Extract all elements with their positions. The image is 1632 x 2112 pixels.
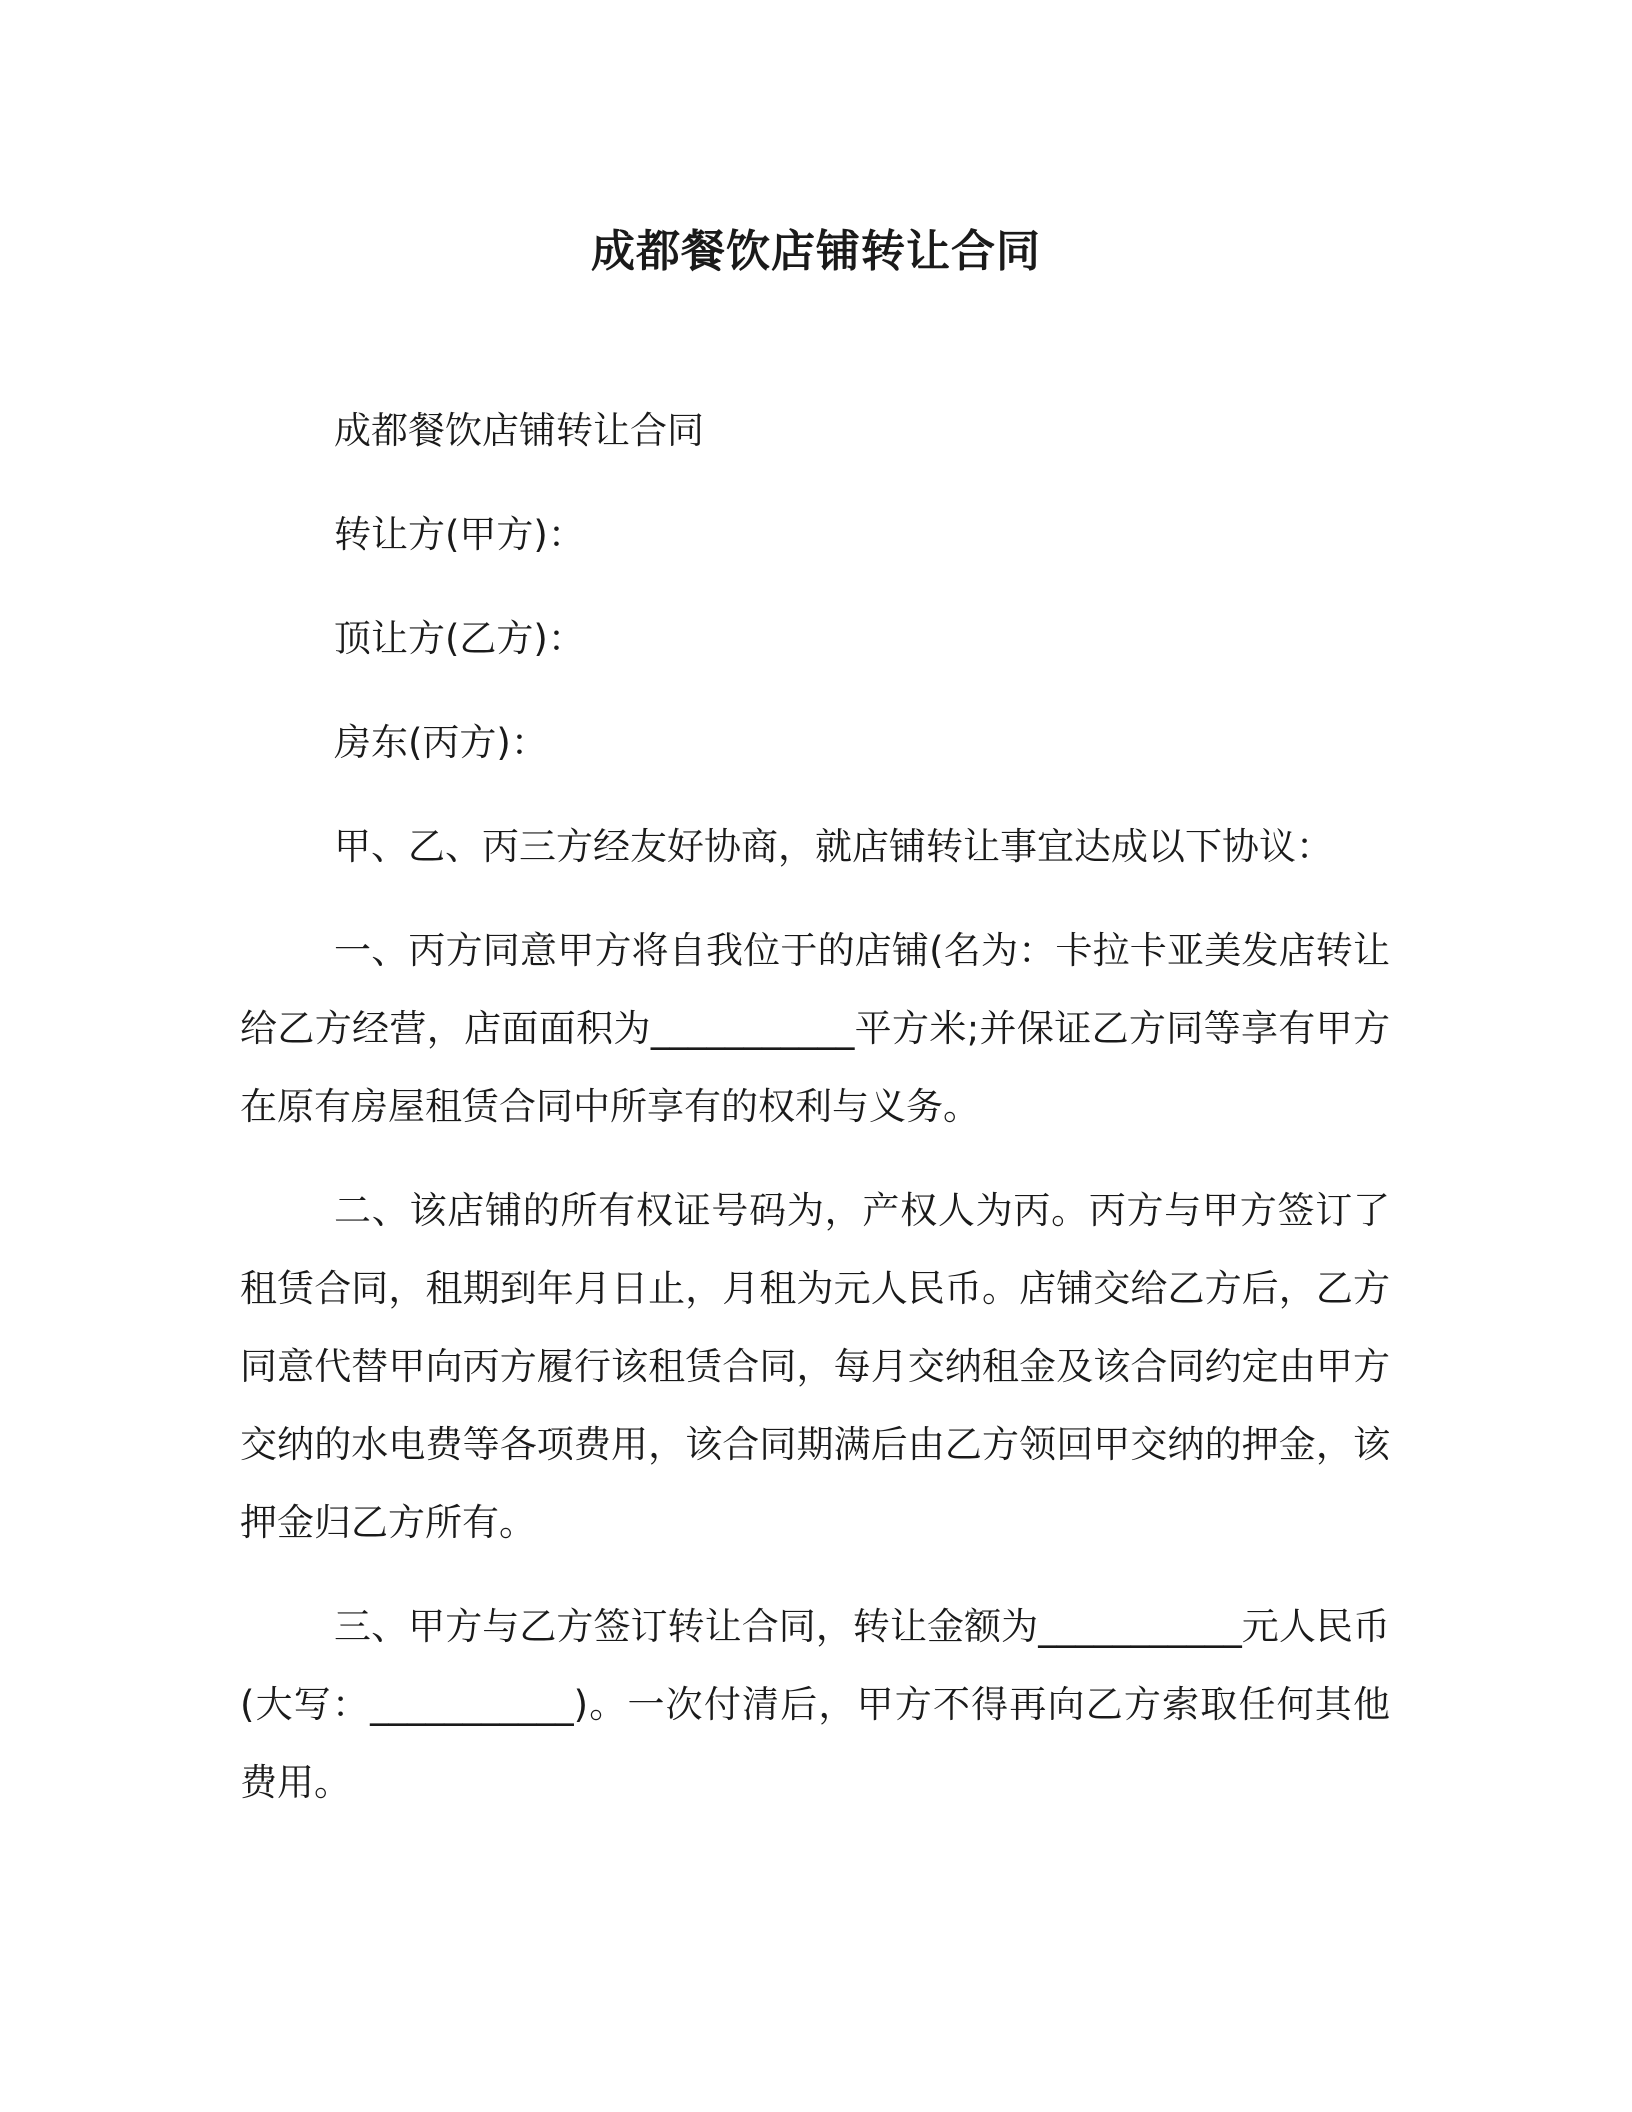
clause-3: 三、甲方与乙方签订转让合同，转让金额为___________元人民币(大写：___________)。一次付清后，甲方不得再向乙方索取任何其他费用。 <box>240 1605 1390 1804</box>
preamble: 甲、乙、丙三方经友好协商，就店铺转让事宜达成以下协议： <box>334 825 1333 868</box>
document-body <box>240 392 1390 1848</box>
clause-2: 二、该店铺的所有权证号码为，产权人为丙。丙方与甲方签订了租赁合同，租期到年月日止，月租为元人民币。店铺交给乙方后，乙方同意代替甲向丙方履行该租赁合同，每月交纳租金及该合同约定由甲方交纳的水电费等各项费用，该合同期满后由乙方领回甲交纳的押金，该押金归乙方所有。 <box>240 1189 1390 1544</box>
contract-heading: 成都餐饮店铺转让合同 <box>334 409 704 452</box>
party-landlord: 房东(丙方)： <box>334 721 548 764</box>
document-title: 成都餐饮店铺转让合同 <box>591 226 1041 277</box>
clause-1: 一、丙方同意甲方将自我位于的店铺(名为：卡拉卡亚美发店转让给乙方经营，店面面积为___________平方米;并保证乙方同等享有甲方在原有房屋租赁合同中所享有的权利与义务。 <box>240 929 1390 1128</box>
party-transferor: 转让方(甲方)： <box>334 513 585 556</box>
party-transferee: 顶让方(乙方)： <box>334 617 585 660</box>
